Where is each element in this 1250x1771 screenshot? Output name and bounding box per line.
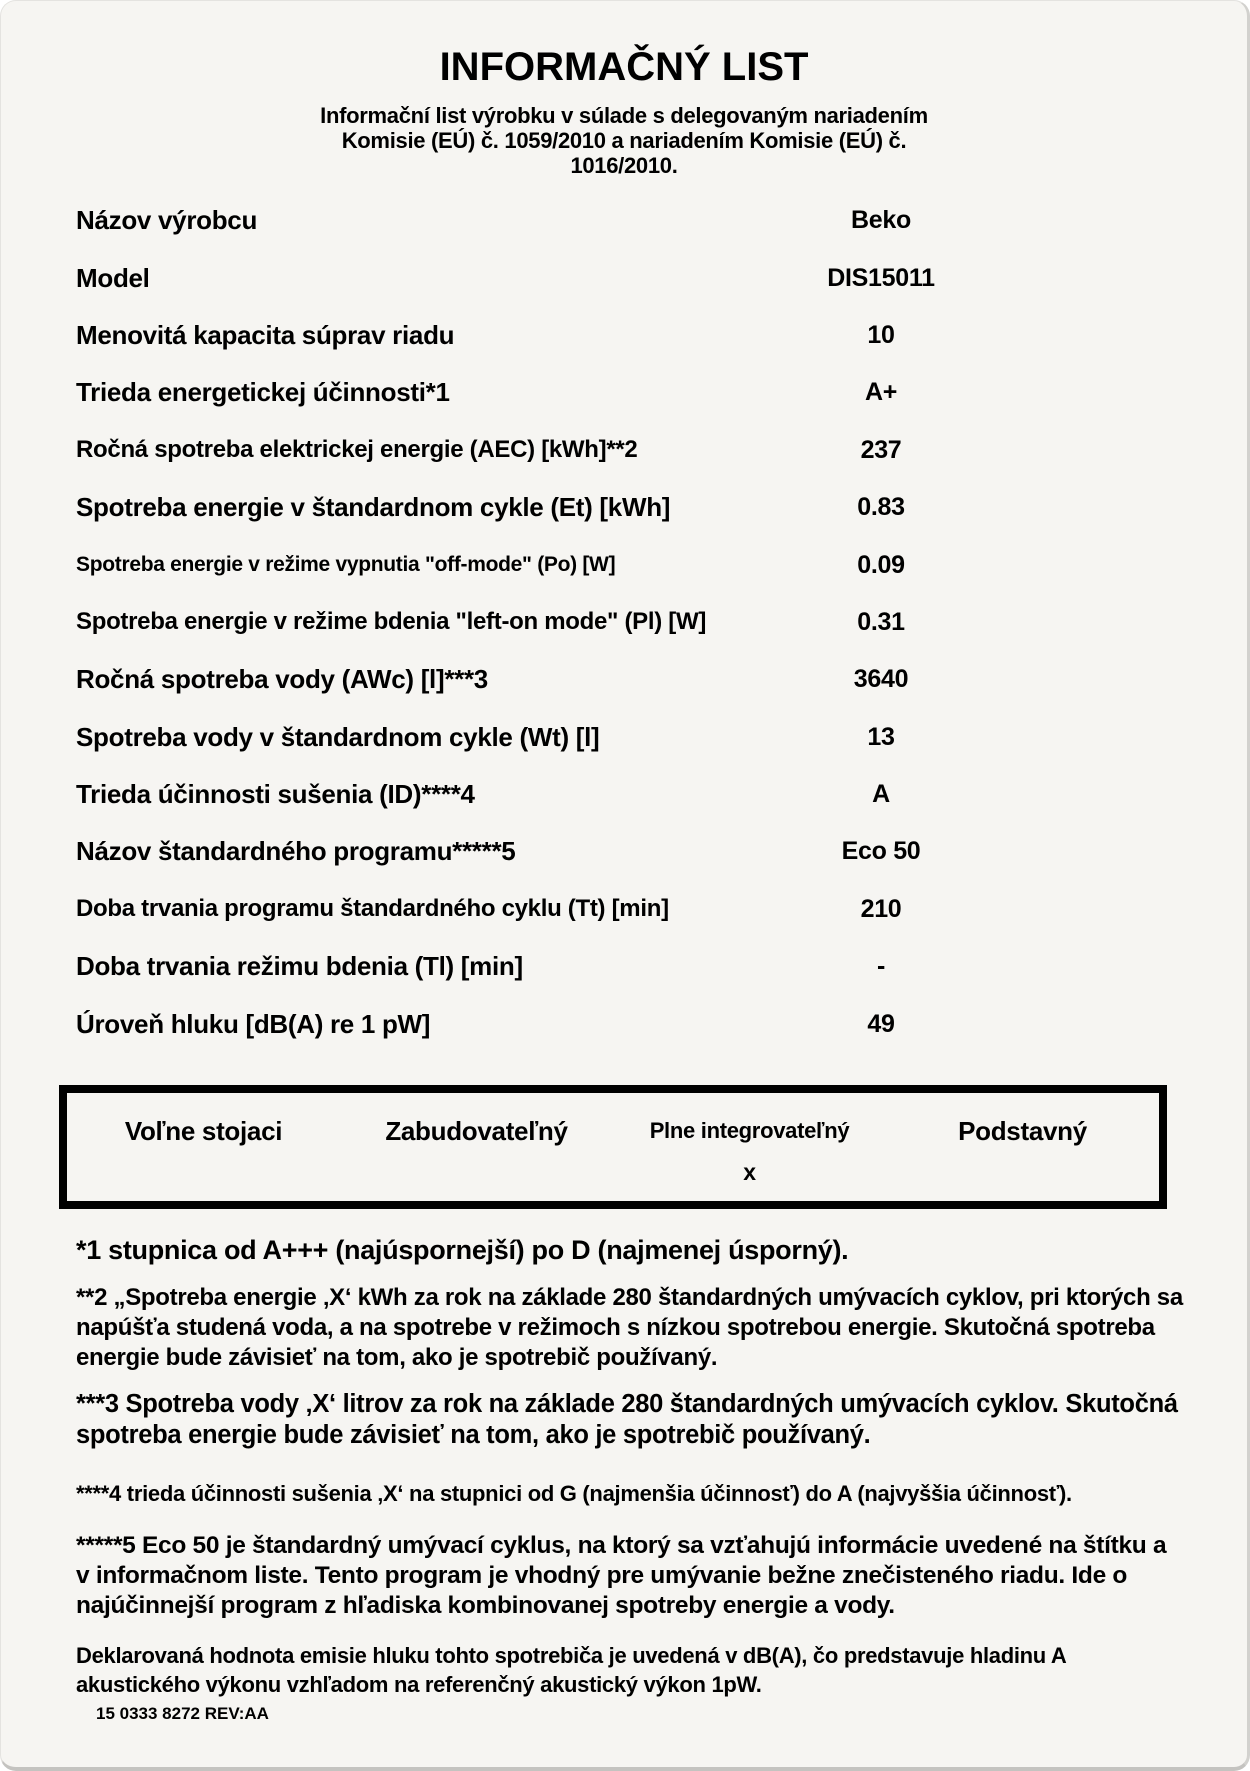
installation-mark-built-in bbox=[340, 1147, 613, 1201]
spec-row-annual-water bbox=[1, 651, 1247, 708]
spec-label: Názov štandardného programu*****5 bbox=[76, 836, 516, 867]
spec-label: Spotreba energie v štandardnom cykle (Et) [kWh] bbox=[76, 492, 671, 523]
spec-label: Ročná spotreba vody (AWc) [l]***3 bbox=[76, 664, 488, 695]
installation-mark-under-counter bbox=[886, 1147, 1159, 1201]
installation-mark-freestanding bbox=[67, 1147, 340, 1201]
spec-row-program-duration bbox=[1, 881, 1247, 938]
installation-column-freestanding: Voľne stojaci bbox=[124, 1115, 283, 1146]
subtitle-line: Informační list výrobku v súlade s delegovaným nariadením bbox=[320, 103, 928, 128]
subtitle-line: Komisie (EÚ) č. 1059/2010 a nariadením Komisie (EÚ) č. bbox=[341, 128, 907, 153]
spec-value: 10 bbox=[867, 320, 895, 349]
installation-mark-fully-integrated: x bbox=[743, 1158, 756, 1185]
installation-type-table bbox=[59, 1085, 1167, 1209]
spec-label: Názov výrobcu bbox=[76, 205, 258, 236]
spec-row-standard-program bbox=[1, 823, 1247, 880]
spec-row-cycle-energy bbox=[1, 479, 1247, 536]
spec-label: Model bbox=[76, 262, 150, 293]
footnote-drying-scale: ****4 trieda účinnosti sušenia ‚X‘ na stupnici od G (najmenšia účinnosť) do A (najvyššia účinnosť). bbox=[76, 1480, 1072, 1506]
spec-label: Doba trvania programu štandardného cyklu (Tt) [min] bbox=[76, 895, 669, 923]
spec-value: 49 bbox=[867, 1009, 895, 1038]
spec-label: Menovitá kapacita súprav riadu bbox=[76, 319, 455, 350]
spec-label: Ročná spotreba elektrickej energie (AEC) [kWh]**2 bbox=[76, 436, 638, 464]
spec-label: Spotreba vody v štandardnom cykle (Wt) [l] bbox=[76, 721, 600, 752]
spec-value: 13 bbox=[867, 722, 895, 751]
spec-value: 210 bbox=[860, 894, 902, 923]
installation-column-fully-integrated: Plne integrovateľný bbox=[649, 1117, 850, 1143]
spec-value: - bbox=[876, 952, 886, 981]
spec-label: Trieda účinnosti sušenia (ID)****4 bbox=[76, 779, 475, 810]
spec-row-drying-class bbox=[1, 766, 1247, 823]
installation-column-under-counter: Podstavný bbox=[958, 1115, 1087, 1146]
spec-value: Eco 50 bbox=[841, 837, 921, 866]
spec-row-capacity bbox=[1, 307, 1247, 364]
spec-row-left-on-power bbox=[1, 594, 1247, 651]
document-number: 15 0333 8272 REV:AA bbox=[96, 1703, 269, 1723]
subtitle-line: 1016/2010. bbox=[570, 153, 678, 178]
spec-row-annual-energy bbox=[1, 422, 1247, 479]
spec-value: 237 bbox=[860, 435, 902, 464]
footnote-standard-program: *****5 Eco 50 je štandardný umývací cyklus, na ktorý sa vzťahujú informácie uvedené na štítku a v informačnom liste. Tento program je vhodný pre umývanie bežne znečisteného riadu. Ide o najúčinnejší program z hľadiska kombinovanej spotreby energie a vody. bbox=[76, 1531, 1167, 1619]
spec-value: A+ bbox=[864, 378, 898, 407]
footnote-annual-water: ***3 Spotreba vody ‚X‘ litrov za rok na základe 280 štandardných umývacích cyklov. Skutočná spotreba energie bude závisieť na tom, ako je spotrebič používaný. bbox=[76, 1389, 1178, 1449]
spec-value: 3640 bbox=[853, 665, 909, 694]
installation-column-built-in: Zabudovateľný bbox=[385, 1115, 568, 1146]
spec-label: Spotreba energie v režime vypnutia "off-mode" (Po) [W] bbox=[76, 553, 616, 577]
spec-value: A bbox=[872, 780, 890, 809]
spec-table bbox=[1, 192, 1247, 1053]
spec-label: Trieda energetickej účinnosti*1 bbox=[76, 377, 450, 408]
spec-row-off-mode-power bbox=[1, 536, 1247, 593]
page-subtitle bbox=[264, 103, 984, 178]
spec-value: 0.09 bbox=[857, 550, 905, 579]
spec-row-left-on-duration bbox=[1, 938, 1247, 995]
spec-value: DIS15011 bbox=[827, 263, 935, 292]
footnote-energy-scale: *1 stupnica od A+++ (najúspornejší) po D (najmenej úsporný). bbox=[76, 1234, 849, 1265]
spec-row-model bbox=[1, 249, 1247, 306]
page-title: INFORMAČNÝ LIST bbox=[439, 45, 809, 89]
spec-row-cycle-water bbox=[1, 709, 1247, 766]
spec-label: Úroveň hluku [dB(A) re 1 pW] bbox=[76, 1008, 431, 1039]
spec-label: Doba trvania režimu bdenia (Tl) [min] bbox=[76, 951, 523, 982]
spec-row-manufacturer bbox=[1, 192, 1247, 249]
spec-value: 0.31 bbox=[857, 607, 905, 636]
spec-value: 0.83 bbox=[857, 493, 905, 522]
footnotes-section bbox=[1, 1235, 1247, 1724]
footnote-annual-energy: **2 „Spotreba energie ‚X‘ kWh za rok na základe 280 štandardných umývacích cyklov, pri ktorých sa napúšťa studená voda, a na spotrebe v režimoch s nízkou spotrebou energie. Skutočná spotreba energie bude závisieť na tom, ako je spotrebič používaný. bbox=[76, 1283, 1183, 1371]
spec-value: Beko bbox=[851, 206, 911, 235]
spec-row-noise-level bbox=[1, 995, 1247, 1052]
spec-label: Spotreba energie v režime bdenia "left-on mode" (Pl) [W] bbox=[76, 608, 707, 636]
spec-row-energy-class bbox=[1, 364, 1247, 421]
footnote-noise-declaration: Deklarovaná hodnota emisie hluku tohto spotrebiča je uvedená v dB(A), čo predstavuje hladinu A akustického výkonu vzhľadom na referenčný akustický výkon 1pW. bbox=[76, 1642, 1066, 1697]
